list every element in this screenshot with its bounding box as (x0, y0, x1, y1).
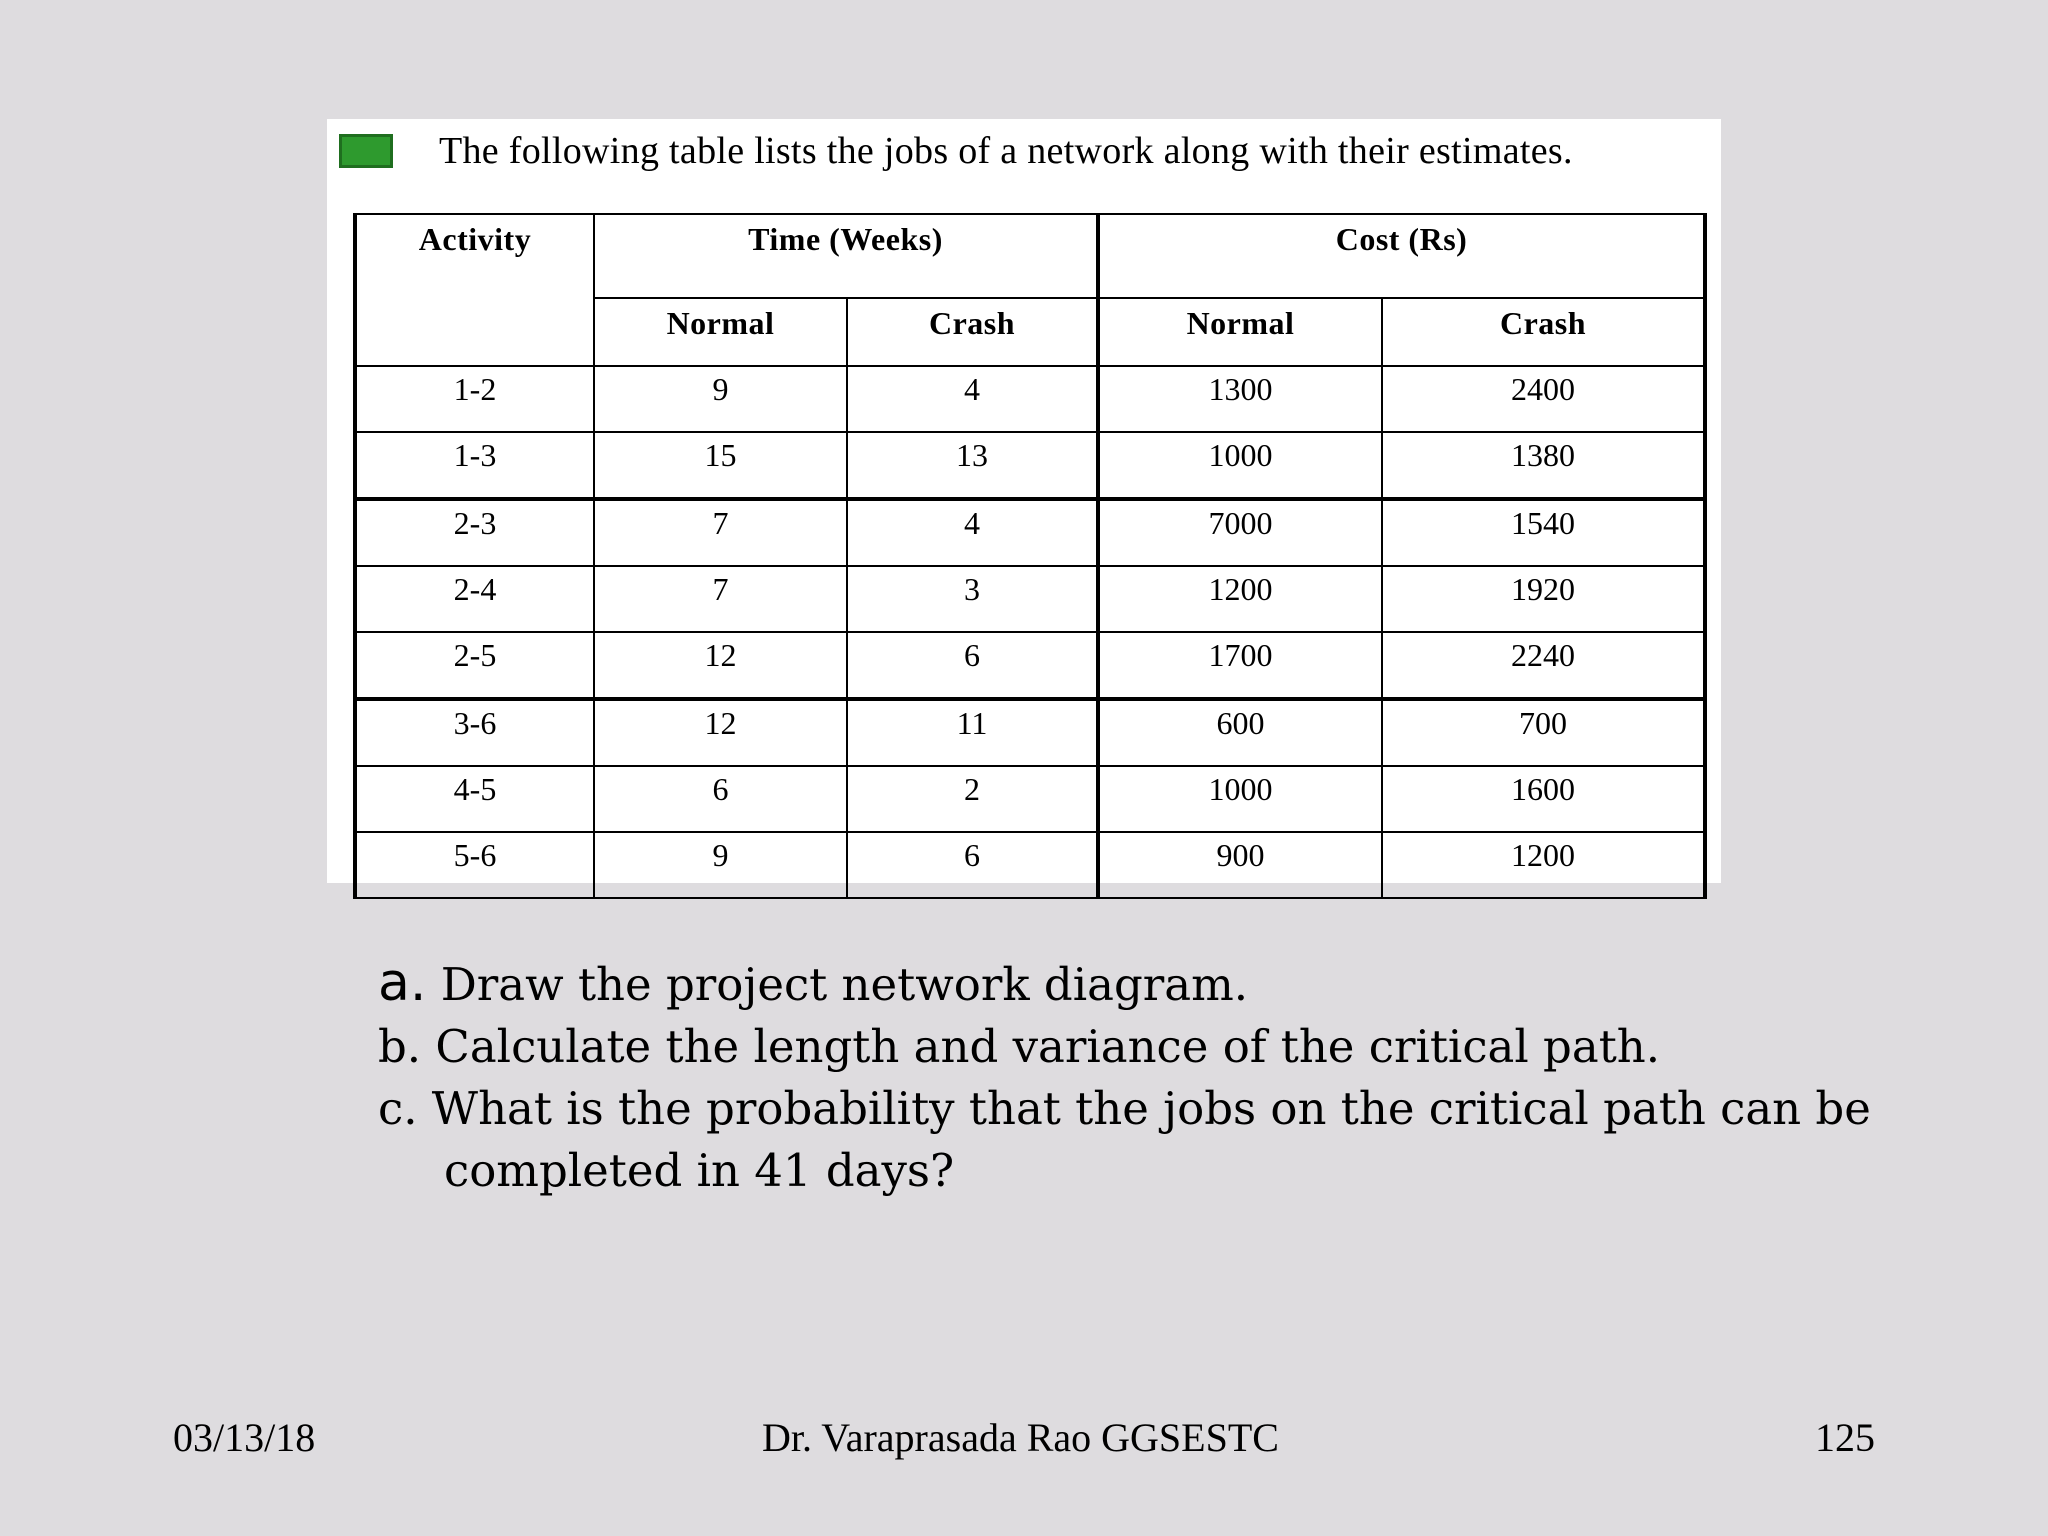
cell-cost-crash: 1600 (1382, 766, 1705, 832)
cell-activity: 2-5 (355, 632, 594, 699)
question-a (378, 952, 1871, 1016)
cell-cost-crash: 1920 (1382, 566, 1705, 632)
cell-cost-crash: 1540 (1382, 499, 1705, 566)
column-header-time-crash: Crash (847, 298, 1098, 366)
cell-time-normal: 7 (594, 566, 847, 632)
cell-cost-normal: 1200 (1098, 566, 1382, 632)
cell-cost-normal: 900 (1098, 832, 1382, 898)
cell-time-crash: 6 (847, 832, 1098, 898)
question-a-letter: a. (378, 953, 427, 1013)
column-group-time: Time (Weeks) (594, 214, 1098, 298)
cell-cost-normal: 1300 (1098, 366, 1382, 432)
question-c: c. What is the probability that the jobs on the critical path can be (378, 1082, 1871, 1135)
table-row (355, 832, 1705, 898)
cell-cost-normal: 600 (1098, 699, 1382, 766)
cell-cost-normal: 1000 (1098, 432, 1382, 499)
cell-activity: 3-6 (355, 699, 594, 766)
cell-cost-normal: 7000 (1098, 499, 1382, 566)
cell-time-crash: 4 (847, 499, 1098, 566)
cell-time-crash: 6 (847, 632, 1098, 699)
cell-activity: 5-6 (355, 832, 594, 898)
cell-activity: 4-5 (355, 766, 594, 832)
column-group-cost: Cost (Rs) (1098, 214, 1705, 298)
table-row (355, 499, 1705, 566)
table-row (355, 632, 1705, 699)
green-marker (339, 134, 393, 168)
cell-time-normal: 12 (594, 632, 847, 699)
table-row (355, 766, 1705, 832)
cell-cost-crash: 1380 (1382, 432, 1705, 499)
cell-time-crash: 4 (847, 366, 1098, 432)
question-list (378, 952, 1871, 1202)
cell-activity: 1-2 (355, 366, 594, 432)
table-row (355, 566, 1705, 632)
cell-activity: 2-3 (355, 499, 594, 566)
cell-time-normal: 9 (594, 832, 847, 898)
cell-time-crash: 3 (847, 566, 1098, 632)
cell-time-normal: 12 (594, 699, 847, 766)
table-figure (327, 119, 1721, 883)
table-row (355, 366, 1705, 432)
cell-activity: 2-4 (355, 566, 594, 632)
cell-time-normal: 9 (594, 366, 847, 432)
cell-cost-crash: 700 (1382, 699, 1705, 766)
cell-cost-crash: 1200 (1382, 832, 1705, 898)
cell-activity: 1-3 (355, 432, 594, 499)
column-header-activity: Activity (355, 214, 594, 366)
footer-date: 03/13/18 (173, 1415, 316, 1460)
column-header-cost-normal: Normal (1098, 298, 1382, 366)
cell-time-normal: 6 (594, 766, 847, 832)
slide-number: 125 (1815, 1415, 1875, 1460)
cell-time-normal: 15 (594, 432, 847, 499)
cell-cost-crash: 2240 (1382, 632, 1705, 699)
footer-author: Dr. Varaprasada Rao GGSESTC (762, 1415, 1279, 1460)
table-row (355, 432, 1705, 499)
column-header-time-normal: Normal (594, 298, 847, 366)
question-b: b. Calculate the length and variance of the critical path. (378, 1020, 1661, 1073)
question-a-text: Draw the project network diagram. (426, 958, 1249, 1011)
question-c-continuation: completed in 41 days? (444, 1144, 955, 1197)
cell-time-crash: 11 (847, 699, 1098, 766)
cell-time-crash: 13 (847, 432, 1098, 499)
cell-cost-normal: 1700 (1098, 632, 1382, 699)
cell-cost-crash: 2400 (1382, 366, 1705, 432)
jobs-table (353, 213, 1707, 899)
cell-time-normal: 7 (594, 499, 847, 566)
cell-cost-normal: 1000 (1098, 766, 1382, 832)
column-header-cost-crash: Crash (1382, 298, 1705, 366)
cell-time-crash: 2 (847, 766, 1098, 832)
table-row (355, 699, 1705, 766)
table-caption: The following table lists the jobs of a network along with their estimates. (439, 130, 1573, 172)
